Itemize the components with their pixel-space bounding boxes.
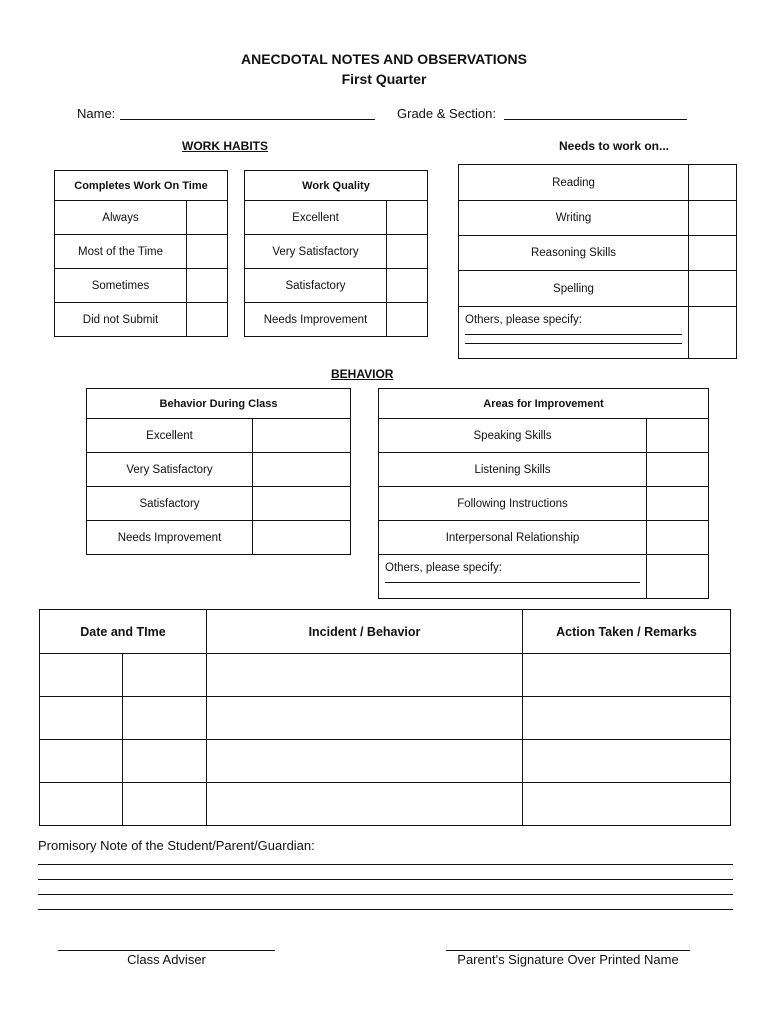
checkbox-cell[interactable] <box>187 269 228 303</box>
behavior-option-label: Very Satisfactory <box>87 453 253 487</box>
checkbox-cell[interactable] <box>647 487 709 521</box>
others-line <box>385 574 640 583</box>
time-cell[interactable] <box>123 654 207 697</box>
quality-option-label: Very Satisfactory <box>245 235 387 269</box>
incident-cell[interactable] <box>207 783 523 826</box>
table-row <box>40 740 731 783</box>
behavior-heading: BEHAVIOR <box>331 367 394 381</box>
area-option-label: Speaking Skills <box>379 419 647 453</box>
promissory-line[interactable] <box>38 879 733 880</box>
action-cell[interactable] <box>523 697 731 740</box>
adviser-signature-line[interactable] <box>58 950 275 951</box>
checkbox-cell[interactable] <box>689 236 737 271</box>
work-habits-heading: WORK HABITS <box>182 139 268 153</box>
needs-work-item: Spelling <box>459 271 689 307</box>
checkbox-cell[interactable] <box>187 303 228 337</box>
checkbox-cell[interactable] <box>187 235 228 269</box>
checkbox-cell[interactable] <box>253 487 351 521</box>
promissory-line[interactable] <box>38 909 733 910</box>
date-cell[interactable] <box>40 654 123 697</box>
completes-option-label: Sometimes <box>55 269 187 303</box>
time-cell[interactable] <box>123 783 207 826</box>
action-cell[interactable] <box>523 740 731 783</box>
quality-option-label: Satisfactory <box>245 269 387 303</box>
parent-signature-label: Parent's Signature Over Printed Name <box>457 952 679 967</box>
checkbox-cell[interactable] <box>253 419 351 453</box>
checkbox-cell[interactable] <box>187 201 228 235</box>
checkbox-cell[interactable] <box>387 269 428 303</box>
incident-cell[interactable] <box>207 740 523 783</box>
needs-work-item: Writing <box>459 201 689 236</box>
checkbox-cell[interactable] <box>253 521 351 555</box>
action-column-header: Action Taken / Remarks <box>523 610 731 654</box>
area-option-label: Listening Skills <box>379 453 647 487</box>
checkbox-cell[interactable] <box>647 555 709 599</box>
checkbox-cell[interactable] <box>387 235 428 269</box>
behavior-option-label: Satisfactory <box>87 487 253 521</box>
name-field-line[interactable] <box>120 106 375 120</box>
checkbox-cell[interactable] <box>689 307 737 359</box>
name-label: Name: <box>77 106 116 121</box>
checkbox-cell[interactable] <box>647 419 709 453</box>
form-subtitle: First Quarter <box>341 71 427 87</box>
quality-option-label: Needs Improvement <box>245 303 387 337</box>
table-row <box>40 783 731 826</box>
incident-column-header: Incident / Behavior <box>207 610 523 654</box>
completes-option-label: Most of the Time <box>55 235 187 269</box>
area-option-label: Following Instructions <box>379 487 647 521</box>
others-label: Others, please specify: <box>385 562 502 574</box>
time-cell[interactable] <box>123 740 207 783</box>
checkbox-cell[interactable] <box>689 201 737 236</box>
checkbox-cell[interactable] <box>689 271 737 307</box>
behavior-during-class-header: Behavior During Class <box>87 389 351 419</box>
parent-signature-line[interactable] <box>446 950 690 951</box>
table-row <box>40 654 731 697</box>
incident-cell[interactable] <box>207 697 523 740</box>
others-line <box>465 326 682 335</box>
date-time-column-header: Date and TIme <box>40 610 207 654</box>
grade-section-field-line[interactable] <box>504 106 687 120</box>
completes-work-header: Completes Work On Time <box>55 171 228 201</box>
others-label: Others, please specify: <box>465 314 582 326</box>
grade-section-label: Grade & Section: <box>397 106 496 121</box>
area-option-label: Interpersonal Relationship <box>379 521 647 555</box>
checkbox-cell[interactable] <box>253 453 351 487</box>
date-cell[interactable] <box>40 783 123 826</box>
action-cell[interactable] <box>523 654 731 697</box>
needs-work-item: Reading <box>459 165 689 201</box>
needs-work-item: Reasoning Skills <box>459 236 689 271</box>
work-quality-table <box>244 170 428 337</box>
adviser-signature-label: Class Adviser <box>127 952 206 967</box>
quality-option-label: Excellent <box>245 201 387 235</box>
incident-cell[interactable] <box>207 654 523 697</box>
areas-others[interactable] <box>379 555 647 599</box>
others-line <box>465 335 682 344</box>
checkbox-cell[interactable] <box>387 201 428 235</box>
promissory-line[interactable] <box>38 894 733 895</box>
action-cell[interactable] <box>523 783 731 826</box>
form-title: ANECDOTAL NOTES AND OBSERVATIONS <box>241 51 527 67</box>
completes-option-label: Always <box>55 201 187 235</box>
promissory-line[interactable] <box>38 864 733 865</box>
incident-log-table <box>39 609 731 826</box>
checkbox-cell[interactable] <box>647 521 709 555</box>
needs-work-heading: Needs to work on... <box>559 139 670 153</box>
checkbox-cell[interactable] <box>647 453 709 487</box>
needs-work-table <box>458 164 737 359</box>
promissory-note-label: Promisory Note of the Student/Parent/Guardian: <box>38 838 315 853</box>
areas-improvement-header: Areas for Improvement <box>379 389 709 419</box>
checkbox-cell[interactable] <box>387 303 428 337</box>
time-cell[interactable] <box>123 697 207 740</box>
behavior-option-label: Needs Improvement <box>87 521 253 555</box>
work-quality-header: Work Quality <box>245 171 428 201</box>
behavior-option-label: Excellent <box>87 419 253 453</box>
checkbox-cell[interactable] <box>689 165 737 201</box>
completes-work-table <box>54 170 228 337</box>
areas-improvement-table <box>378 388 709 599</box>
behavior-during-class-table <box>86 388 351 555</box>
table-row <box>40 697 731 740</box>
needs-work-others[interactable] <box>459 307 689 359</box>
date-cell[interactable] <box>40 740 123 783</box>
completes-option-label: Did not Submit <box>55 303 187 337</box>
date-cell[interactable] <box>40 697 123 740</box>
